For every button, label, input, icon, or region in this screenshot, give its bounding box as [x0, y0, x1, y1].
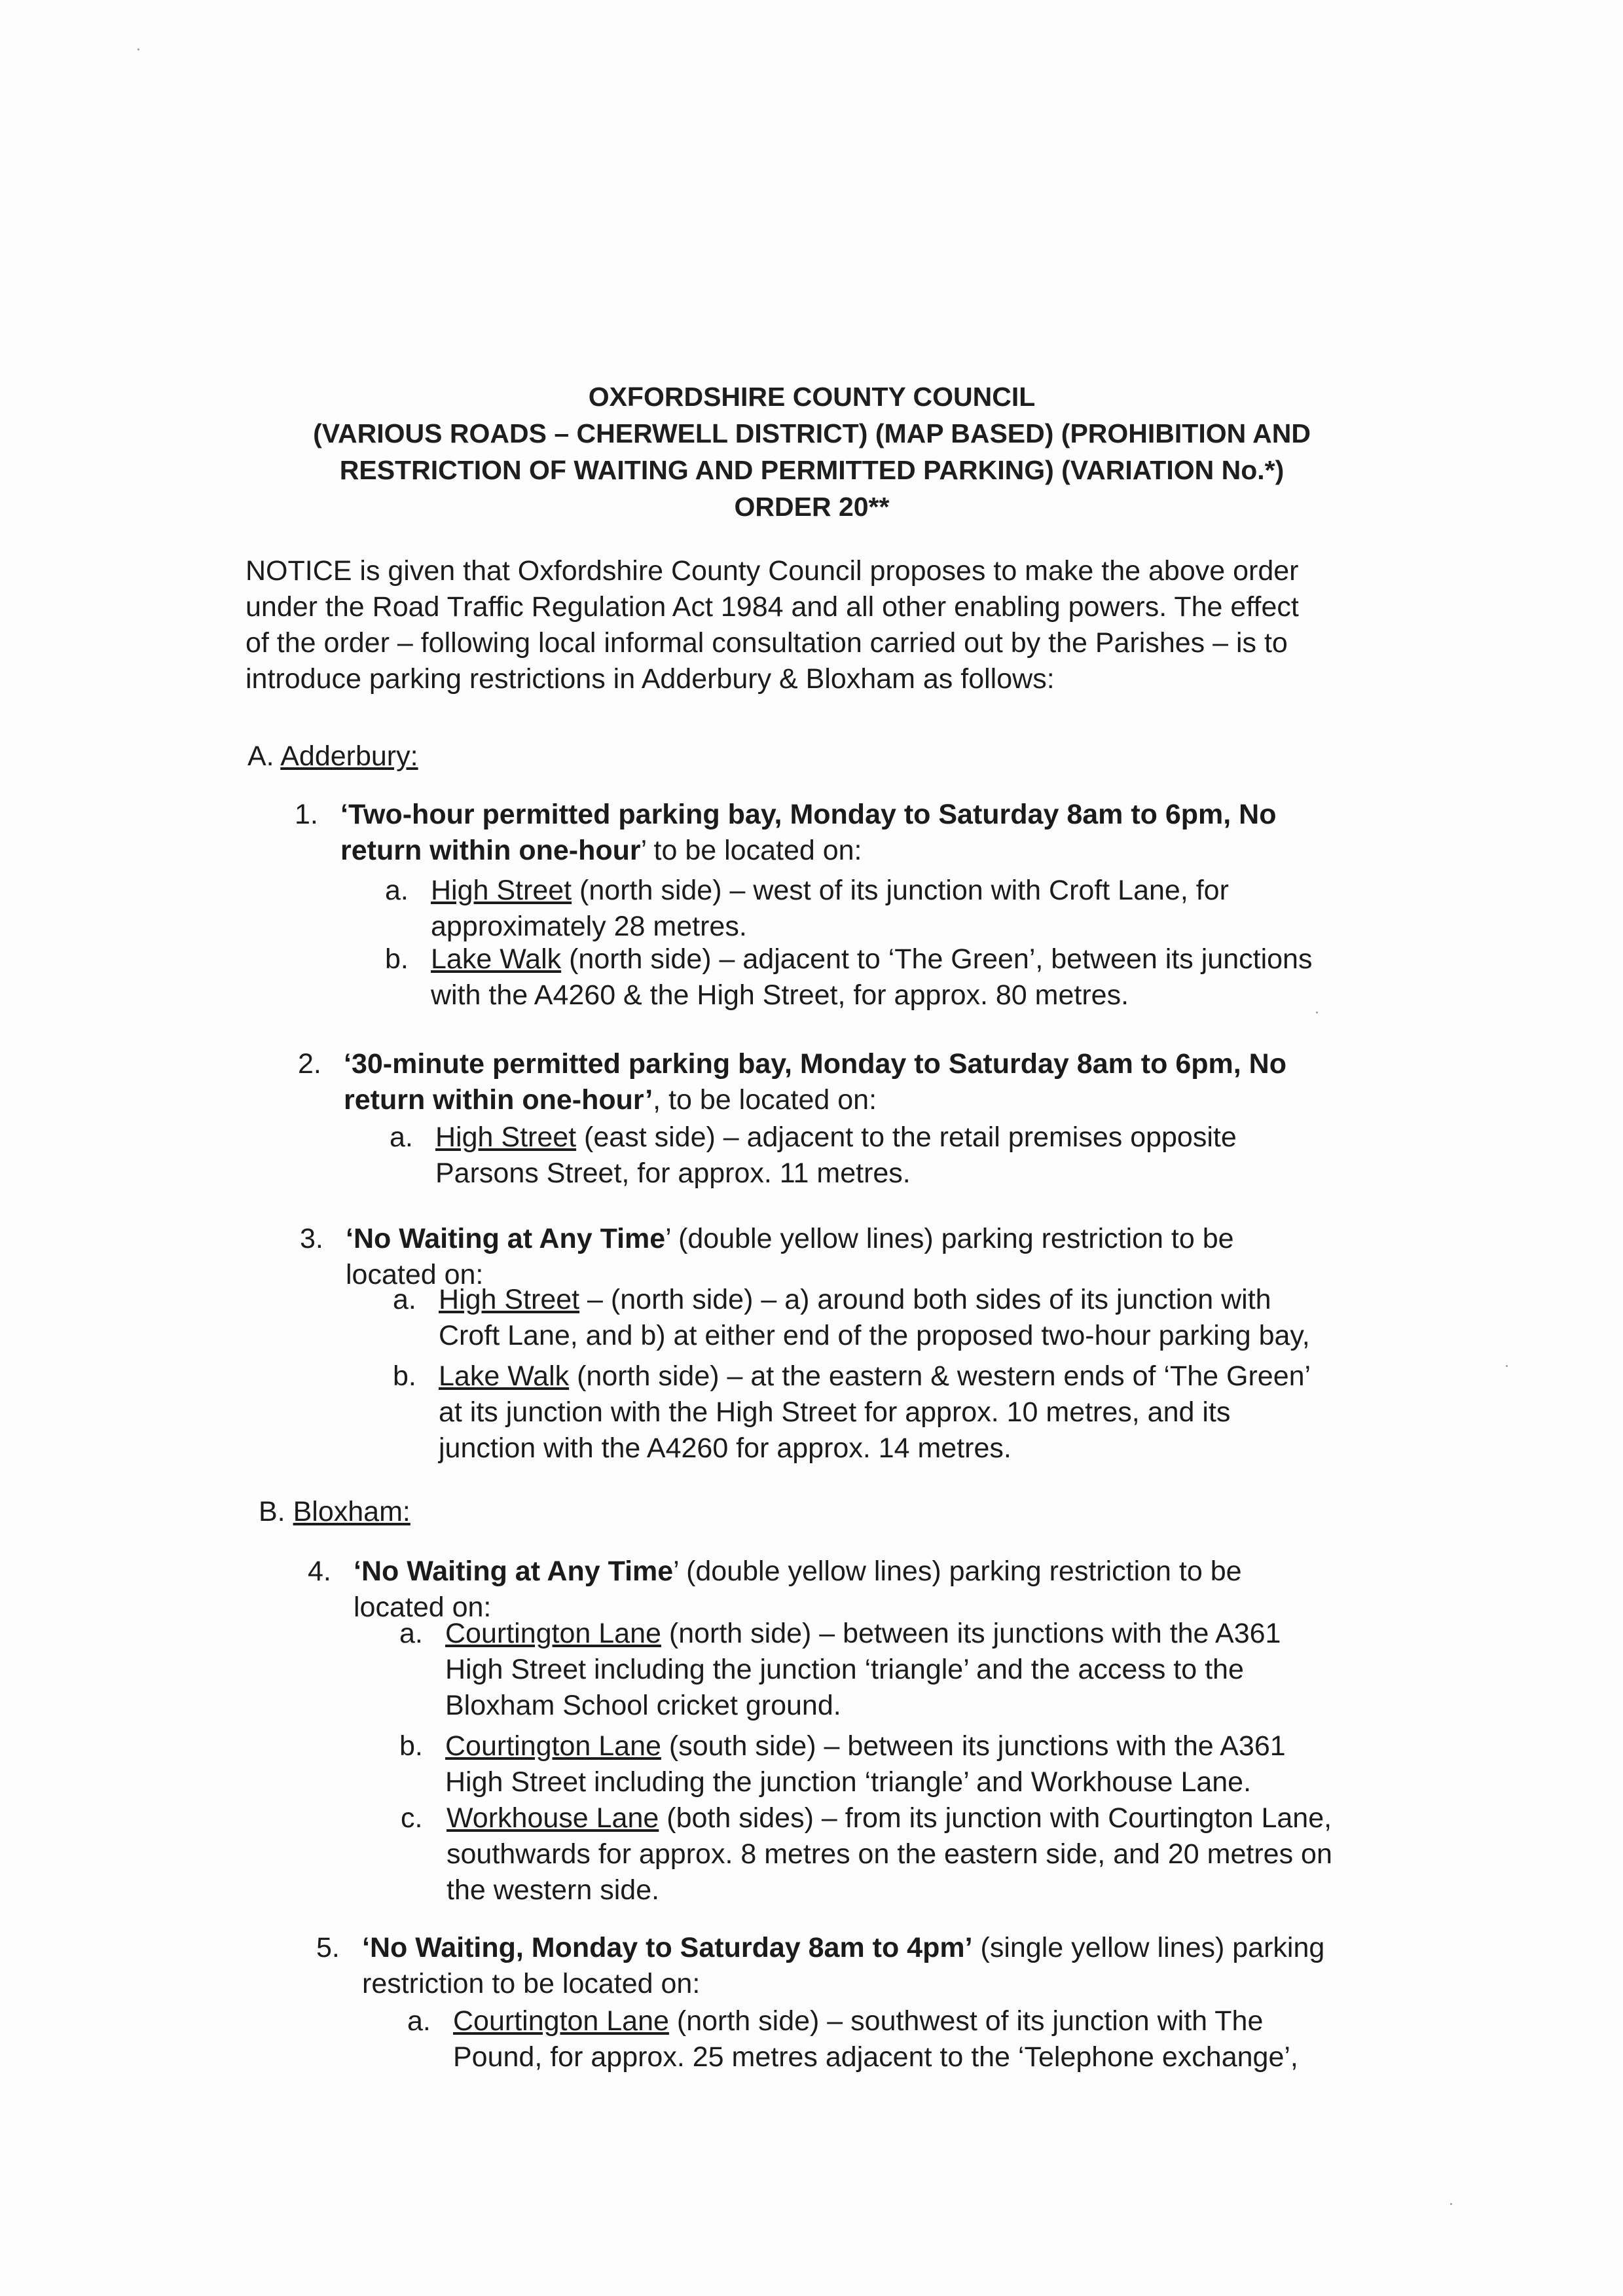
title-council: OXFORDSHIRE COUNTY COUNCIL	[588, 382, 1036, 412]
sub-letter: c.	[401, 1802, 423, 1834]
title-line-2: (VARIOUS ROADS – CHERWELL DISTRICT) (MAP BASED) (PROHIBITION AND	[313, 418, 1311, 448]
sub-text: the western side.	[447, 1874, 660, 1906]
sub-text: – (north side) – a) around both sides of its junction with	[579, 1284, 1271, 1315]
item-number: 2.	[298, 1048, 321, 1080]
item-text-rest: located on:	[346, 1259, 484, 1290]
road-name: Courtington Lane	[445, 1618, 661, 1649]
road-name: Courtington Lane	[445, 1730, 661, 1762]
sub-letter: a.	[385, 875, 409, 906]
section-name: Bloxham:	[293, 1496, 410, 1527]
item-number: 1.	[295, 799, 318, 830]
restriction-type: ‘No Waiting at Any Time	[346, 1223, 666, 1254]
notice-line: NOTICE is given that Oxfordshire County Council proposes to make the above order	[246, 555, 1299, 587]
sub-text: (north side) – between its junctions with the A361	[661, 1618, 1281, 1649]
scan-speck	[1316, 1011, 1318, 1013]
sub-text: (north side) – west of its junction with Croft Lane, for	[572, 875, 1229, 906]
section-letter: A.	[247, 740, 274, 772]
item-text-rest: , to be located on:	[653, 1084, 877, 1116]
sub-letter: a.	[393, 1284, 416, 1315]
road-name: High Street	[439, 1284, 580, 1315]
item-number: 3.	[300, 1223, 323, 1254]
sub-text: approximately 28 metres.	[431, 911, 747, 942]
sub-text: Parsons Street, for approx. 11 metres.	[435, 1157, 911, 1189]
road-name: High Street	[431, 875, 572, 906]
scan-speck	[1506, 1365, 1508, 1367]
sub-letter: b.	[393, 1360, 416, 1392]
restriction-type: ‘No Waiting at Any Time	[354, 1556, 674, 1587]
sub-text: High Street including the junction ‘triangle’ and the access to the	[445, 1654, 1244, 1685]
title-line-3: RESTRICTION OF WAITING AND PERMITTED PARKING) (VARIATION No.*)	[339, 455, 1285, 485]
notice-line: under the Road Traffic Regulation Act 1984 and all other enabling powers. The effect	[246, 591, 1299, 623]
restriction-type-cont: return within one-hour’	[344, 1084, 653, 1116]
sub-text: (north side) – adjacent to ‘The Green’, between its junctions	[561, 943, 1313, 975]
sub-text: (south side) – between its junctions with the A361	[661, 1730, 1286, 1762]
road-name: Courtington Lane	[453, 2005, 669, 2037]
sub-text: Bloxham School cricket ground.	[445, 1690, 841, 1721]
restriction-type: ‘Two-hour permitted parking bay, Monday to Saturday 8am to 6pm, No	[340, 799, 1277, 830]
order-title	[236, 378, 1388, 525]
sub-letter: b.	[399, 1730, 423, 1762]
notice-paragraph	[246, 553, 1398, 697]
road-name: High Street	[435, 1121, 577, 1153]
sub-letter: a.	[390, 1121, 413, 1153]
scan-speck	[1450, 2203, 1452, 2205]
sub-text: with the A4260 & the High Street, for approx. 80 metres.	[431, 979, 1129, 1011]
sub-text: junction with the A4260 for approx. 14 metres.	[439, 1432, 1012, 1464]
sub-text: Croft Lane, and b) at either end of the proposed two-hour parking bay,	[439, 1320, 1310, 1351]
notice-line: of the order – following local informal consultation carried out by the Parishes – is to	[246, 627, 1288, 659]
item-text	[354, 1554, 1242, 1626]
section-a-heading	[247, 738, 418, 774]
sub-text: (east side) – adjacent to the retail premises opposite	[576, 1121, 1237, 1153]
section-name: Adderbury:	[280, 740, 418, 772]
sub-text: (north side) – southwest of its junction with The	[668, 2005, 1264, 2037]
item-text-rest: (single yellow lines) parking	[972, 1932, 1325, 1963]
sub-text: southwards for approx. 8 metres on the eastern side, and 20 metres on	[447, 1838, 1332, 1870]
section-b-heading	[259, 1494, 410, 1530]
sub-text: (north side) – at the eastern & western ends of ‘The Green’	[569, 1360, 1311, 1392]
item-text-rest: restriction to be located on:	[362, 1968, 701, 1999]
sub-letter: b.	[385, 943, 409, 975]
restriction-type: ‘30-minute permitted parking bay, Monday to Saturday 8am to 6pm, No	[344, 1048, 1286, 1080]
notice-line: introduce parking restrictions in Adderbury & Bloxham as follows:	[246, 663, 1055, 695]
scan-speck	[137, 48, 139, 50]
restriction-type: ‘No Waiting, Monday to Saturday 8am to 4pm’	[362, 1932, 973, 1963]
road-name: Lake Walk	[439, 1360, 570, 1392]
sub-text: High Street including the junction ‘triangle’ and Workhouse Lane.	[445, 1766, 1252, 1798]
item-text-rest: located on:	[354, 1592, 492, 1623]
sub-letter: a.	[407, 2005, 431, 2037]
item-text-rest: ’ (double yellow lines) parking restriction to be	[665, 1223, 1234, 1254]
road-name: Lake Walk	[431, 943, 562, 975]
sub-text: (both sides) – from its junction with Courtington Lane,	[659, 1802, 1332, 1834]
item-number: 5.	[316, 1932, 340, 1963]
road-name: Workhouse Lane	[447, 1802, 659, 1834]
section-letter: B.	[259, 1496, 285, 1527]
item-text	[362, 1930, 1324, 2002]
title-order: ORDER 20**	[734, 492, 890, 522]
item-number: 4.	[308, 1556, 331, 1587]
item-text-rest: ’ to be located on:	[640, 835, 862, 866]
item-text-rest: ’ (double yellow lines) parking restriction to be	[673, 1556, 1242, 1587]
sub-letter: a.	[399, 1618, 423, 1649]
sub-text: Pound, for approx. 25 metres adjacent to the ‘Telephone exchange’,	[453, 2041, 1298, 2073]
restriction-type-cont: return within one-hour	[340, 835, 641, 866]
sub-text: at its junction with the High Street for approx. 10 metres, and its	[439, 1396, 1231, 1428]
item-text	[340, 797, 1277, 869]
item-text	[344, 1046, 1286, 1118]
